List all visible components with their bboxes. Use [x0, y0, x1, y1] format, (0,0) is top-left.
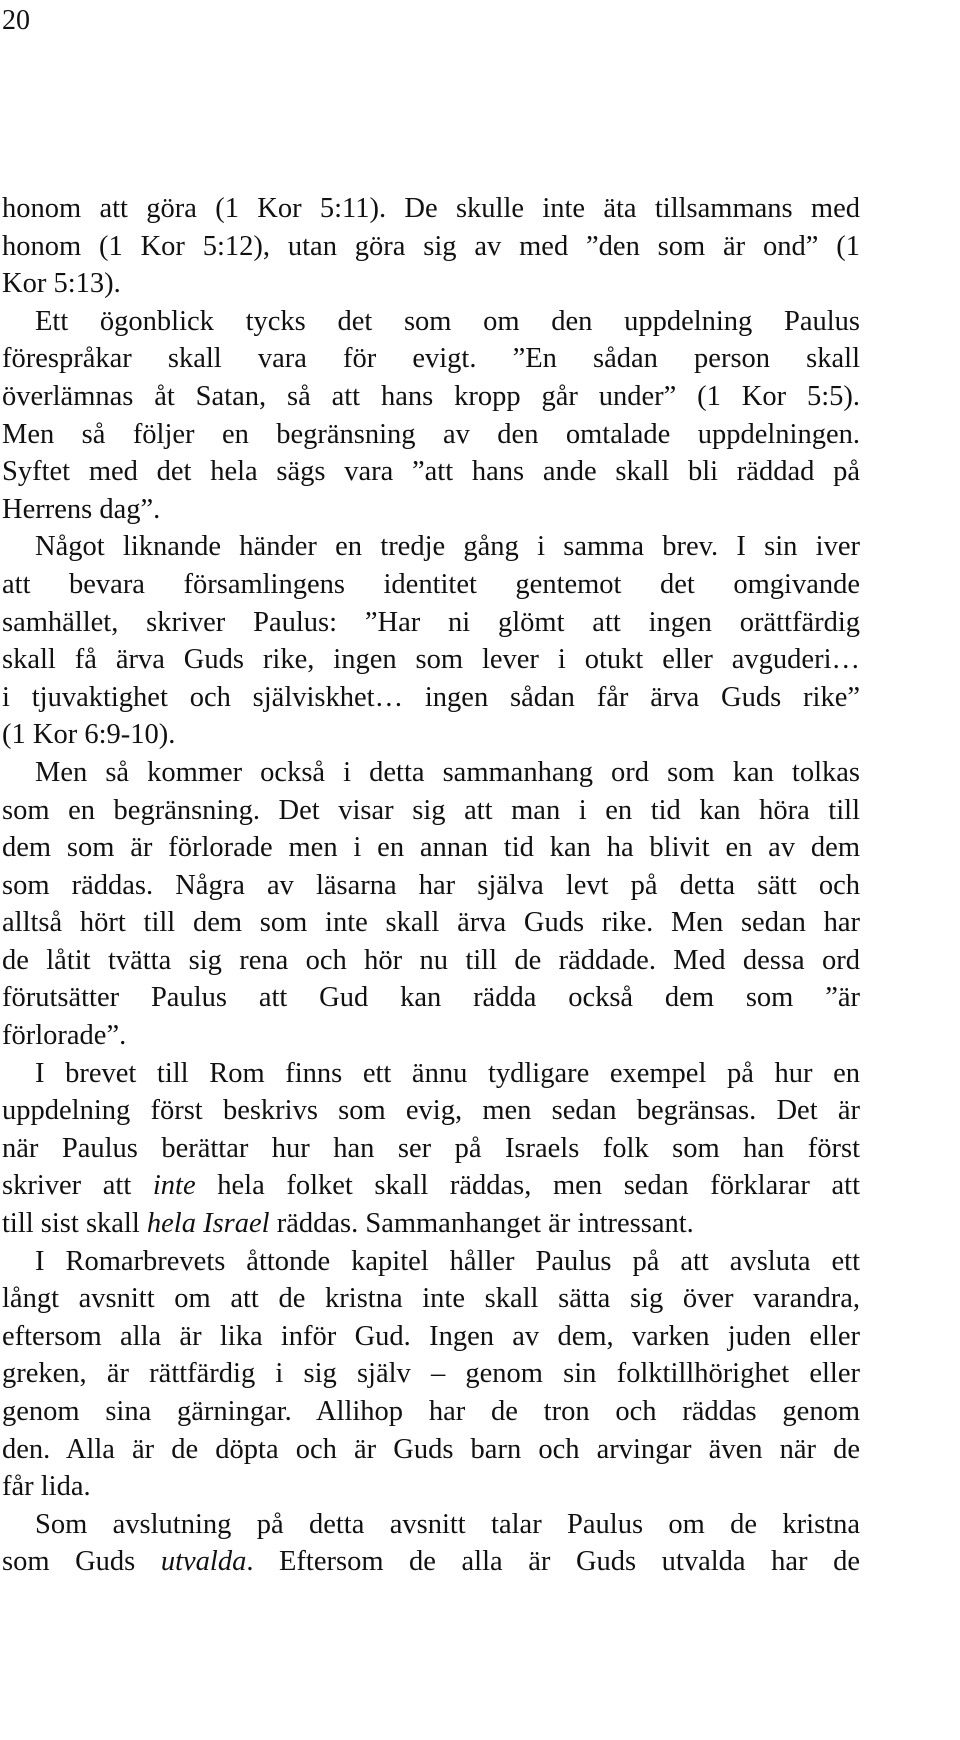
text-line: förutsätter Paulus att Gud kan rädda också dem som ”är	[2, 982, 860, 1014]
text-line: greken, är rättfärdig i sig själv – genom sin folktillhörighet eller	[2, 1358, 860, 1390]
text-line: att bevara församlingens identitet gentemot det omgivande	[2, 568, 860, 600]
text-line: förlorade”.	[2, 1020, 127, 1052]
text-line: honom (1 Kor 5:12), utan göra sig av med ”den som är ond” (1	[2, 230, 860, 262]
page-number: 20	[2, 5, 30, 36]
text-line: samhället, skriver Paulus: ”Har ni glömt att ingen orättfärdig	[2, 606, 860, 638]
text-line	[2, 1543, 860, 1581]
text-run: skriver att	[2, 1170, 153, 1202]
text-line: eftersom alla är lika inför Gud. Ingen av dem, varken juden eller	[2, 1320, 860, 1352]
text-line: får lida.	[2, 1471, 91, 1503]
text-line: Men så följer en begränsning av den omtalade uppdelningen.	[2, 418, 860, 450]
text-line: Som avslutning på detta avsnitt talar Paulus om de kristna	[35, 1508, 860, 1540]
text-line: i tjuvaktighet och själviskhet… ingen sådan får ärva Guds rike”	[2, 681, 860, 713]
text-run: . Eftersom de alla är Guds utvalda har de	[246, 1546, 860, 1578]
text-line: Syftet med det hela sägs vara ”att hans ande skall bli räddad på	[2, 456, 860, 488]
text-run: räddas. Sammanhanget är intressant.	[269, 1208, 694, 1240]
text-line: I Romarbrevets åttonde kapitel håller Paulus på att avsluta ett	[35, 1245, 860, 1277]
text-line: genom sina gärningar. Allihop har de tron och räddas genom	[2, 1396, 860, 1427]
text-line: dem som är förlorade men i en annan tid kan ha blivit en av dem	[2, 832, 860, 864]
text-line: som räddas. Några av läsarna har själva levt på detta sätt och	[2, 869, 860, 901]
text-run: till sist skall	[2, 1208, 147, 1240]
text-line	[2, 1167, 860, 1205]
text-line: (1 Kor 6:9-10).	[2, 719, 176, 751]
text-line: långt avsnitt om att de kristna inte skall sätta sig över varandra,	[2, 1283, 860, 1315]
text-line: den. Alla är de döpta och är Guds barn och arvingar även när de	[2, 1433, 860, 1465]
text-line: skall få ärva Guds rike, ingen som lever i otukt eller avguderi…	[2, 644, 860, 676]
text-run: som Guds	[2, 1546, 161, 1578]
italic-text: utvalda	[160, 1546, 247, 1578]
text-line	[2, 1205, 860, 1243]
text-line: I brevet till Rom finns ett ännu tydligare exempel på hur en	[35, 1057, 860, 1089]
text-line: Kor 5:13).	[2, 268, 121, 300]
text-line: som en begränsning. Det visar sig att man i en tid kan höra till	[2, 794, 860, 826]
italic-text: hela Israel	[146, 1208, 270, 1240]
text-run: hela folket skall räddas, men sedan förklarar att	[195, 1170, 860, 1202]
text-line: förespråkar skall vara för evigt. ”En sådan person skall	[2, 343, 860, 375]
text-line: honom att göra (1 Kor 5:11). De skulle inte äta tillsammans med	[2, 193, 860, 224]
italic-text: inte	[152, 1170, 196, 1202]
text-line: när Paulus berättar hur han ser på Israels folk som han först	[2, 1132, 860, 1164]
text-line: alltså hört till dem som inte skall ärva Guds rike. Men sedan har	[2, 907, 860, 939]
text-line: de låtit tvätta sig rena och hör nu till de räddade. Med dessa ord	[2, 944, 860, 976]
text-line: uppdelning först beskrivs som evig, men sedan begränsas. Det är	[2, 1095, 860, 1127]
body-text	[2, 190, 860, 1581]
text-line: Ett ögonblick tycks det som om den uppdelning Paulus	[35, 305, 860, 337]
text-line: Något liknande händer en tredje gång i samma brev. I sin iver	[35, 531, 860, 563]
text-line: Men så kommer också i detta sammanhang ord som kan tolkas	[35, 756, 860, 788]
text-line: överlämnas åt Satan, så att hans kropp går under” (1 Kor 5:5).	[2, 380, 860, 412]
text-line: Herrens dag”.	[2, 493, 161, 525]
